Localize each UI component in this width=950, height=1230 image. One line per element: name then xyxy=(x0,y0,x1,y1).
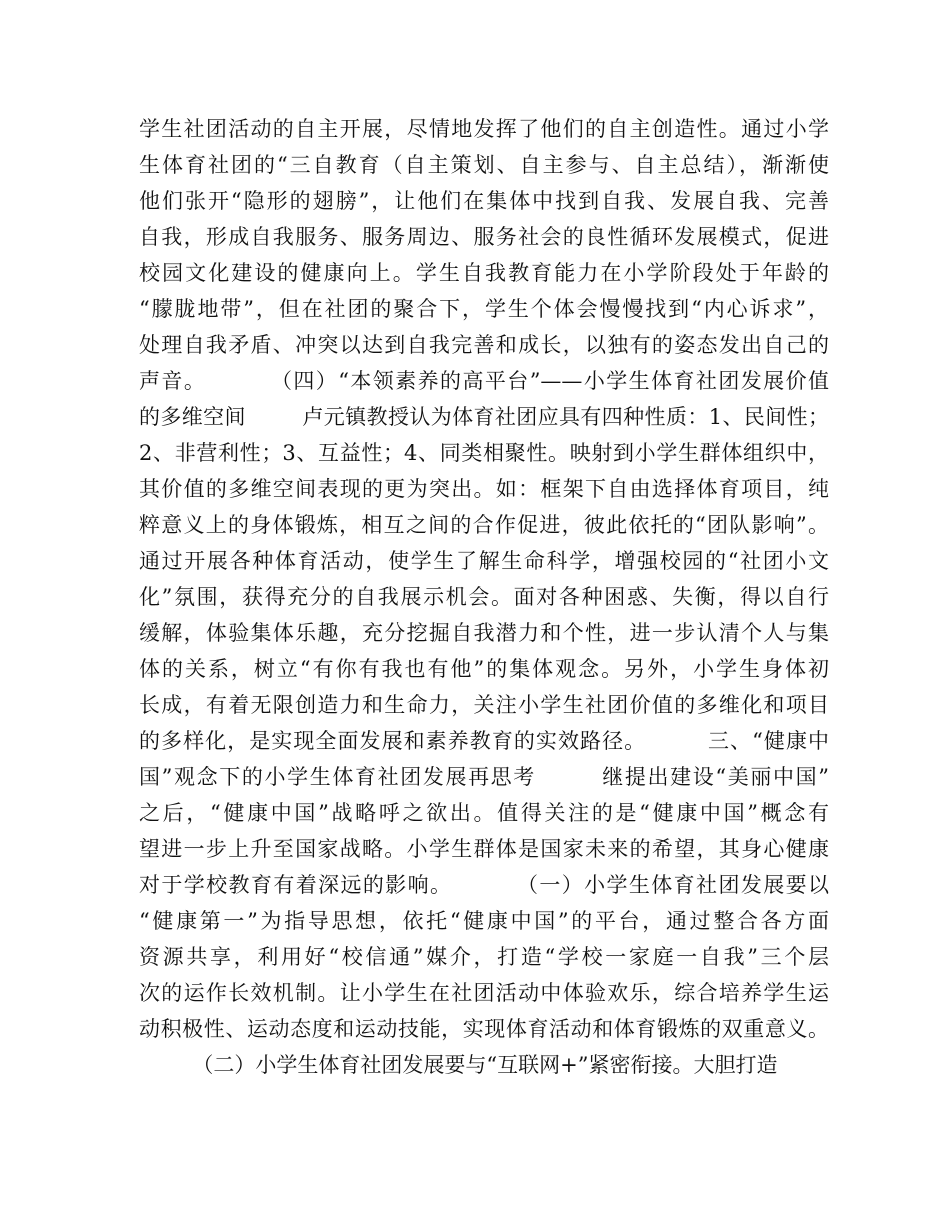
text-line: “朦胧地带”，但在社团的聚合下，学生个体会慢慢找到“内心诉求”， xyxy=(139,297,829,321)
body-text xyxy=(139,111,829,1083)
text-line: （二）小学生体育社团发展要与“互联网+”紧密衔接。大胆打造 xyxy=(139,1053,778,1077)
text-line: 次的运作长效机制。让小学生在社团活动中体验欢乐，综合培养学生运 xyxy=(139,981,829,1005)
text-line: 的多样化，是实现全面发展和素养教育的实效路径。 三、“健康中 xyxy=(139,729,829,753)
text-line: 的多维空间 卢元镇教授认为体育社团应具有四种性质：1、民间性； xyxy=(139,405,829,429)
text-line: 处理自我矛盾、冲突以达到自我完善和成长，以独有的姿态发出自己的 xyxy=(139,333,829,357)
text-line: “健康第一”为指导思想，依托“健康中国”的平台，通过整合各方面 xyxy=(139,909,829,933)
text-line: 其价值的多维空间表现的更为突出。如：框架下自由选择体育项目，纯 xyxy=(139,477,829,501)
text-line: 校园文化建设的健康向上。学生自我教育能力在小学阶段处于年龄的 xyxy=(139,261,829,285)
text-line: 缓解，体验集体乐趣，充分挖掘自我潜力和个性，进一步认清个人与集 xyxy=(139,621,829,645)
text-line: 声音。 （四）“本领素养的高平台”——小学生体育社团发展价值 xyxy=(139,369,829,393)
text-line: 通过开展各种体育活动，使学生了解生命科学，增强校园的“社团小文 xyxy=(139,549,829,573)
text-line: 资源共享，利用好“校信通”媒介，打造“学校一家庭一自我”三个层 xyxy=(139,945,829,969)
text-line: 之后，“健康中国”战略呼之欲出。值得关注的是“健康中国”概念有 xyxy=(139,801,829,825)
text-line: 体的关系，树立“有你有我也有他”的集体观念。另外，小学生身体初 xyxy=(139,657,829,681)
text-line: 自我，形成自我服务、服务周边、服务社会的良性循环发展模式，促进 xyxy=(139,225,829,249)
text-line: 他们张开“隐形的翅膀”，让他们在集体中找到自我、发展自我、完善 xyxy=(139,189,829,213)
text-line: 2、非营利性；3、互益性；4、同类相聚性。映射到小学生群体组织中， xyxy=(139,441,829,465)
text-line: 动积极性、运动态度和运动技能，实现体育活动和体育锻炼的双重意义。 xyxy=(139,1017,829,1041)
text-line: 粹意义上的身体锻炼，相互之间的合作促进，彼此依托的“团队影响”。 xyxy=(139,513,829,537)
text-line: 学生社团活动的自主开展，尽情地发挥了他们的自主创造性。通过小学 xyxy=(139,117,829,141)
text-line: 望进一步上升至国家战略。小学生群体是国家未来的希望，其身心健康 xyxy=(139,837,829,861)
text-line: 长成，有着无限创造力和生命力，关注小学生社团价值的多维化和项目 xyxy=(139,693,829,717)
text-line: 化”氛围，获得充分的自我展示机会。面对各种困惑、失衡，得以自行 xyxy=(139,585,829,609)
text-line: 生体育社团的“三自教育（自主策划、自主参与、自主总结），渐渐使 xyxy=(139,153,829,177)
text-line: 国”观念下的小学生体育社团发展再思考 继提出建设“美丽中国” xyxy=(139,765,829,789)
text-line: 对于学校教育有着深远的影响。 （一）小学生体育社团发展要以 xyxy=(139,873,829,897)
